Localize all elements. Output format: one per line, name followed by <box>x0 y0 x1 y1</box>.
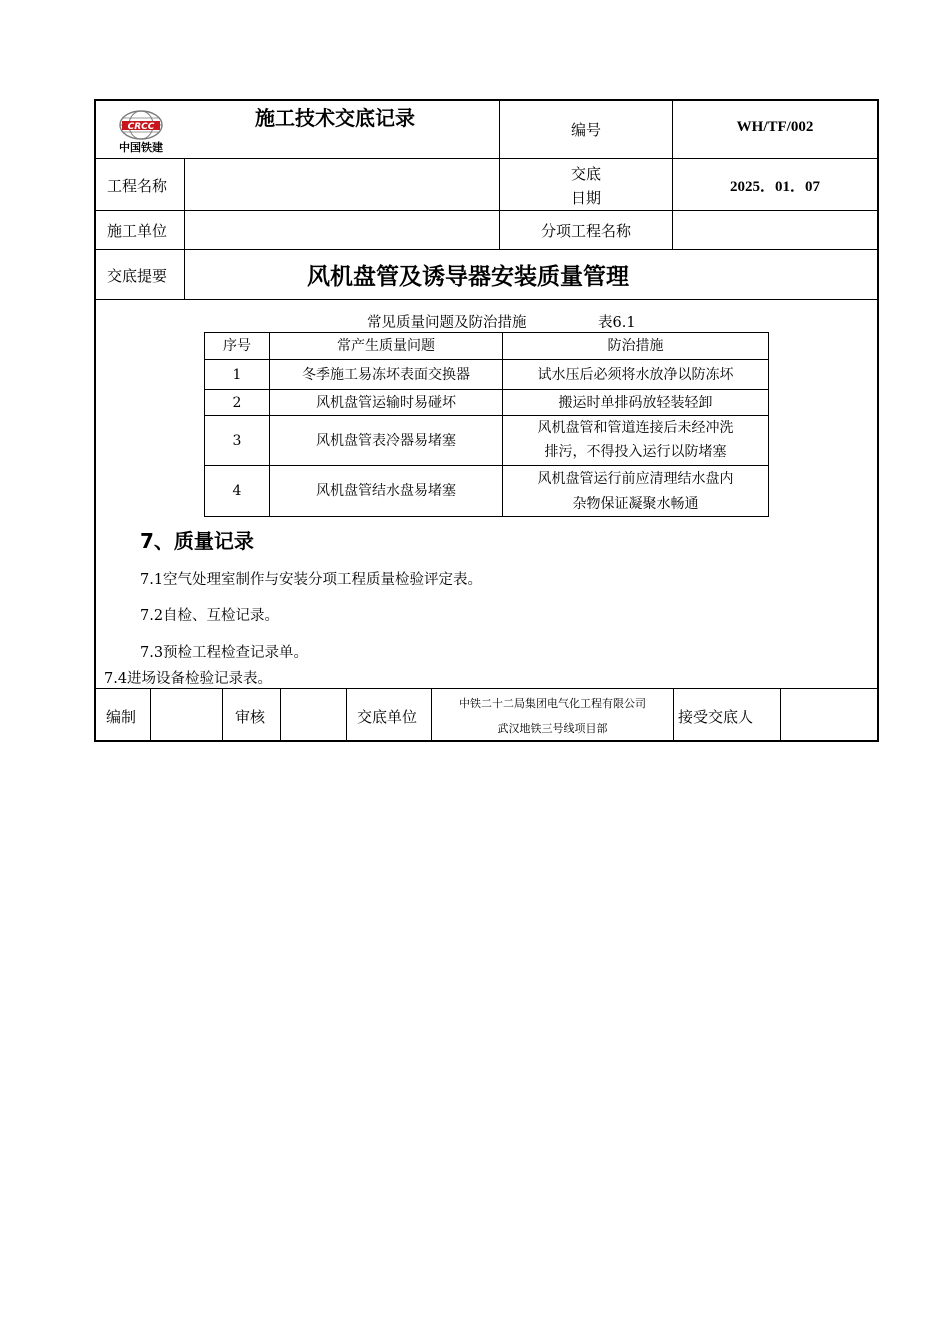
logo-text: 中国铁建 <box>119 141 163 154</box>
table-cell-no: 4 <box>232 483 242 499</box>
svg-text:CRCC: CRCC <box>127 122 155 132</box>
table-header-problem: 常产生质量问题 <box>337 338 435 354</box>
record-item: 7.3预检工程检查记录单。 <box>140 645 309 661</box>
record-item: 7.1空气处理室制作与安装分项工程质量检验评定表。 <box>140 572 483 588</box>
reviewer-label: 审核 <box>235 708 266 726</box>
table-cell-problem: 风机盘管表冷器易堵塞 <box>316 432 456 449</box>
table-cell-problem: 风机盘管结水盘易堵塞 <box>316 483 456 499</box>
table-cell-no: 2 <box>232 394 242 411</box>
construction-unit-label: 施工单位 <box>107 222 168 240</box>
table-caption: 常见质量问题及防治措施 <box>367 315 527 331</box>
date-value: 2025．01．07 <box>729 179 820 195</box>
table-cell-measure-line2: 杂物保证凝聚水畅通 <box>572 495 699 512</box>
table-cell-measure-line1: 风机盘管和管道连接后未经冲洗 <box>537 420 734 436</box>
date-label-line1: 交底 <box>570 165 601 183</box>
disclosure-unit-label: 交底单位 <box>357 708 418 726</box>
receiver-label: 接受交底人 <box>678 708 754 726</box>
code-label: 编号 <box>570 121 601 139</box>
summary-title: 风机盘管及诱导器安装质量管理 <box>307 264 629 290</box>
section-heading: 7、质量记录 <box>140 529 254 553</box>
table-cell-measure: 试水压后必须将水放净以防冻坏 <box>537 366 734 383</box>
disclosure-unit-line2: 武汉地铁三号线项目部 <box>497 722 608 735</box>
table-cell-problem: 风机盘管运输时易碰坏 <box>316 394 456 411</box>
table-cell-no: 3 <box>232 432 242 449</box>
table-cell-problem: 冬季施工易冻坏表面交换器 <box>302 366 470 383</box>
subitem-name-label: 分项工程名称 <box>540 222 631 240</box>
record-item: 7.2自检、互检记录。 <box>140 608 280 624</box>
table-cell-measure-line2: 排污，不得投入运行以防堵塞 <box>544 444 727 460</box>
summary-label: 交底提要 <box>107 267 168 285</box>
table-number: 表6.1 <box>598 315 636 331</box>
code-value: WH/TF/002 <box>736 119 814 135</box>
project-name-label: 工程名称 <box>107 177 168 195</box>
document-title: 施工技术交底记录 <box>255 106 415 130</box>
disclosure-unit-line1: 中铁二十二局集团电气化工程有限公司 <box>459 697 646 710</box>
record-item: 7.4进场设备检验记录表。 <box>104 671 273 687</box>
table-header-no: 序号 <box>223 338 251 354</box>
date-label-line2: 日期 <box>570 189 601 207</box>
table-header-measure: 防治措施 <box>607 338 664 354</box>
table-cell-measure: 搬运时单排码放轻装轻卸 <box>558 394 713 411</box>
table-cell-no: 1 <box>232 366 242 383</box>
table-cell-measure-line1: 风机盘管运行前应清理结水盘内 <box>537 470 734 487</box>
compiler-label: 编制 <box>106 708 137 726</box>
